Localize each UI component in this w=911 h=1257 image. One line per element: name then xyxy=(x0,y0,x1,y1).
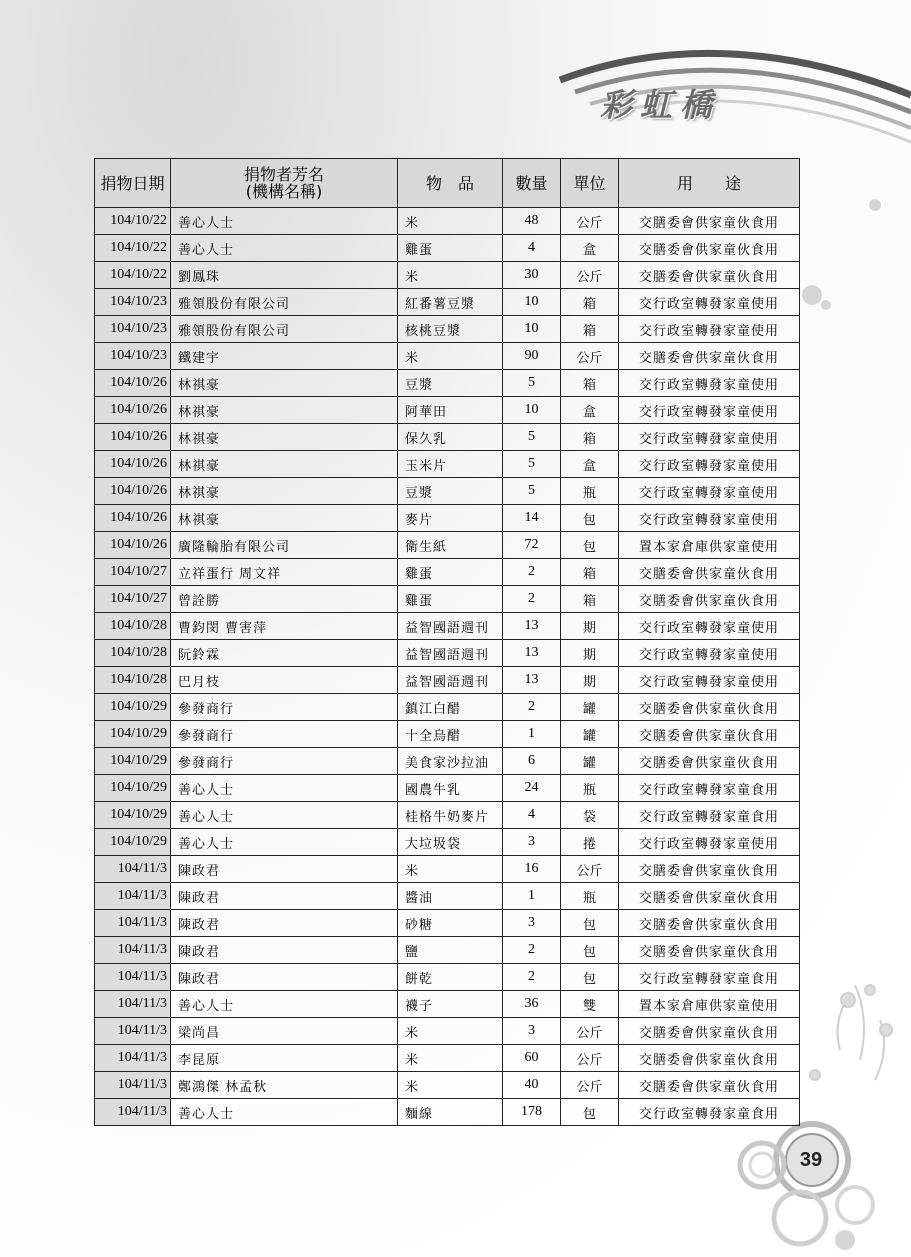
cell-unit: 公斤 xyxy=(561,1018,619,1045)
cell-donor: 曾詮勝 xyxy=(171,586,398,613)
header-unit: 單位 xyxy=(561,159,619,208)
cell-item: 雞蛋 xyxy=(398,586,503,613)
cell-donor: 雅領股份有限公司 xyxy=(171,289,398,316)
header-date: 捐物日期 xyxy=(95,159,171,208)
cell-qty: 3 xyxy=(503,1018,561,1045)
table-row xyxy=(95,856,800,883)
cell-unit: 箱 xyxy=(561,316,619,343)
cell-item: 紅番薯豆漿 xyxy=(398,289,503,316)
cell-qty: 10 xyxy=(503,397,561,424)
cell-unit: 公斤 xyxy=(561,1045,619,1072)
cell-qty: 48 xyxy=(503,208,561,235)
cell-date: 104/10/29 xyxy=(95,775,171,802)
cell-donor: 廣隆輪胎有限公司 xyxy=(171,532,398,559)
cell-unit: 箱 xyxy=(561,559,619,586)
cell-item: 米 xyxy=(398,856,503,883)
table-row xyxy=(95,667,800,694)
cell-usage: 交膳委會供家童伙食用 xyxy=(619,235,800,262)
cell-item: 十全烏醋 xyxy=(398,721,503,748)
cell-donor: 梁尚昌 xyxy=(171,1018,398,1045)
table-row xyxy=(95,424,800,451)
table-row xyxy=(95,910,800,937)
cell-unit: 箱 xyxy=(561,586,619,613)
table-row xyxy=(95,775,800,802)
header-donor-line2: (機構名稱) xyxy=(245,182,323,201)
cell-item: 益智國語週刊 xyxy=(398,667,503,694)
cell-qty: 13 xyxy=(503,667,561,694)
cell-unit: 包 xyxy=(561,964,619,991)
cell-donor: 參發商行 xyxy=(171,748,398,775)
cell-donor: 阮鈴霖 xyxy=(171,640,398,667)
cell-usage: 交膳委會供家童伙食用 xyxy=(619,1072,800,1099)
cell-unit: 瓶 xyxy=(561,478,619,505)
cell-unit: 瓶 xyxy=(561,775,619,802)
cell-donor: 林祺豪 xyxy=(171,424,398,451)
table-row xyxy=(95,748,800,775)
cell-unit: 期 xyxy=(561,667,619,694)
cell-item: 美食家沙拉油 xyxy=(398,748,503,775)
cell-item: 襪子 xyxy=(398,991,503,1018)
cell-usage: 交行政室轉發家童食用 xyxy=(619,802,800,829)
cell-usage: 置本家倉庫供家童使用 xyxy=(619,532,800,559)
cell-unit: 捲 xyxy=(561,829,619,856)
cell-donor: 鄭鴻傑 林孟秋 xyxy=(171,1072,398,1099)
cell-usage: 交膳委會供家童伙食用 xyxy=(619,883,800,910)
cell-donor: 善心人士 xyxy=(171,829,398,856)
cell-item: 米 xyxy=(398,262,503,289)
cell-qty: 40 xyxy=(503,1072,561,1099)
cell-item: 麵線 xyxy=(398,1099,503,1126)
cell-unit: 公斤 xyxy=(561,856,619,883)
cell-usage: 交膳委會供家童伙食用 xyxy=(619,343,800,370)
header-usage: 用 途 xyxy=(619,159,800,208)
cell-item: 鹽 xyxy=(398,937,503,964)
cell-unit: 包 xyxy=(561,505,619,532)
table-row xyxy=(95,883,800,910)
table-row xyxy=(95,937,800,964)
cell-unit: 箱 xyxy=(561,370,619,397)
table-row xyxy=(95,991,800,1018)
cell-unit: 盒 xyxy=(561,235,619,262)
cell-unit: 盒 xyxy=(561,397,619,424)
cell-donor: 曹鈞閔 曹害萍 xyxy=(171,613,398,640)
table-row xyxy=(95,640,800,667)
cell-date: 104/11/3 xyxy=(95,1072,171,1099)
cell-unit: 袋 xyxy=(561,802,619,829)
cell-unit: 公斤 xyxy=(561,1072,619,1099)
cell-donor: 立祥蛋行 周文祥 xyxy=(171,559,398,586)
cell-qty: 16 xyxy=(503,856,561,883)
cell-item: 米 xyxy=(398,343,503,370)
cell-qty: 24 xyxy=(503,775,561,802)
cell-unit: 期 xyxy=(561,613,619,640)
cell-donor: 陳政君 xyxy=(171,856,398,883)
table-row xyxy=(95,694,800,721)
table-row xyxy=(95,316,800,343)
cell-usage: 交膳委會供家童伙食用 xyxy=(619,208,800,235)
cell-usage: 交行政室轉發家童使用 xyxy=(619,613,800,640)
cell-date: 104/10/26 xyxy=(95,451,171,478)
cell-unit: 罐 xyxy=(561,748,619,775)
table-row xyxy=(95,451,800,478)
table-row xyxy=(95,478,800,505)
cell-usage: 交膳委會供家童伙食用 xyxy=(619,559,800,586)
header-item: 物 品 xyxy=(398,159,503,208)
cell-usage: 交行政室轉發家童使用 xyxy=(619,316,800,343)
cell-date: 104/10/23 xyxy=(95,343,171,370)
cell-qty: 60 xyxy=(503,1045,561,1072)
cell-qty: 2 xyxy=(503,964,561,991)
cell-donor: 參發商行 xyxy=(171,694,398,721)
cell-item: 米 xyxy=(398,1018,503,1045)
cell-date: 104/11/3 xyxy=(95,1099,171,1126)
table-row xyxy=(95,721,800,748)
cell-date: 104/11/3 xyxy=(95,910,171,937)
table-row xyxy=(95,1018,800,1045)
cell-qty: 2 xyxy=(503,694,561,721)
cell-usage: 交行政室轉發家童使用 xyxy=(619,289,800,316)
cell-item: 米 xyxy=(398,1045,503,1072)
cell-donor: 林祺豪 xyxy=(171,505,398,532)
cell-item: 益智國語週刊 xyxy=(398,640,503,667)
cell-qty: 10 xyxy=(503,289,561,316)
cell-item: 大垃圾袋 xyxy=(398,829,503,856)
cell-item: 雞蛋 xyxy=(398,559,503,586)
cell-donor: 李昆原 xyxy=(171,1045,398,1072)
cell-date: 104/11/3 xyxy=(95,883,171,910)
cell-date: 104/11/3 xyxy=(95,856,171,883)
cell-item: 雞蛋 xyxy=(398,235,503,262)
table-row xyxy=(95,802,800,829)
cell-usage: 交膳委會供家童伙食用 xyxy=(619,748,800,775)
cell-donor: 善心人士 xyxy=(171,802,398,829)
cell-date: 104/11/3 xyxy=(95,1018,171,1045)
table-row xyxy=(95,532,800,559)
cell-usage: 交行政室轉發家童使用 xyxy=(619,829,800,856)
table-row xyxy=(95,1072,800,1099)
cell-usage: 交行政室轉發家童使用 xyxy=(619,451,800,478)
cell-usage: 交膳委會供家童伙食用 xyxy=(619,262,800,289)
cell-date: 104/10/28 xyxy=(95,640,171,667)
cell-item: 餅乾 xyxy=(398,964,503,991)
cell-qty: 2 xyxy=(503,586,561,613)
cell-item: 豆漿 xyxy=(398,478,503,505)
cell-date: 104/10/22 xyxy=(95,235,171,262)
cell-date: 104/10/22 xyxy=(95,208,171,235)
page-number: 39 xyxy=(799,1149,823,1171)
cell-qty: 10 xyxy=(503,316,561,343)
table-row xyxy=(95,262,800,289)
cell-qty: 3 xyxy=(503,829,561,856)
cell-item: 益智國語週刊 xyxy=(398,613,503,640)
cell-donor: 林祺豪 xyxy=(171,478,398,505)
cell-date: 104/10/23 xyxy=(95,316,171,343)
cell-qty: 3 xyxy=(503,910,561,937)
cell-usage: 交膳委會供家童伙食用 xyxy=(619,586,800,613)
cell-date: 104/11/3 xyxy=(95,991,171,1018)
cell-qty: 4 xyxy=(503,235,561,262)
cell-date: 104/10/27 xyxy=(95,586,171,613)
cell-donor: 陳政君 xyxy=(171,883,398,910)
cell-date: 104/11/3 xyxy=(95,937,171,964)
cell-unit: 包 xyxy=(561,910,619,937)
cell-item: 醬油 xyxy=(398,883,503,910)
table-row xyxy=(95,1045,800,1072)
cell-usage: 交行政室轉發家童食用 xyxy=(619,1099,800,1126)
cell-date: 104/10/22 xyxy=(95,262,171,289)
cell-unit: 包 xyxy=(561,937,619,964)
cell-usage: 交膳委會供家童伙食用 xyxy=(619,937,800,964)
cell-donor: 林祺豪 xyxy=(171,397,398,424)
cell-usage: 交行政室轉發家童使用 xyxy=(619,397,800,424)
cell-qty: 1 xyxy=(503,883,561,910)
cell-date: 104/10/26 xyxy=(95,478,171,505)
table-row xyxy=(95,235,800,262)
table-row xyxy=(95,829,800,856)
cell-item: 國農牛乳 xyxy=(398,775,503,802)
cell-donor: 陳政君 xyxy=(171,964,398,991)
cell-item: 麥片 xyxy=(398,505,503,532)
cell-qty: 5 xyxy=(503,370,561,397)
cell-item: 玉米片 xyxy=(398,451,503,478)
cell-usage: 交行政室轉發家童食用 xyxy=(619,964,800,991)
cell-donor: 善心人士 xyxy=(171,991,398,1018)
table-row xyxy=(95,586,800,613)
cell-date: 104/10/29 xyxy=(95,721,171,748)
table-row xyxy=(95,208,800,235)
cell-usage: 交行政室轉發家童使用 xyxy=(619,424,800,451)
table-row xyxy=(95,1099,800,1126)
cell-unit: 瓶 xyxy=(561,883,619,910)
donation-table xyxy=(94,158,800,1126)
cell-unit: 雙 xyxy=(561,991,619,1018)
cell-date: 104/10/26 xyxy=(95,397,171,424)
cell-date: 104/10/26 xyxy=(95,370,171,397)
cell-qty: 6 xyxy=(503,748,561,775)
cell-donor: 雅領股份有限公司 xyxy=(171,316,398,343)
cell-qty: 178 xyxy=(503,1099,561,1126)
cell-item: 衛生紙 xyxy=(398,532,503,559)
cell-date: 104/10/26 xyxy=(95,532,171,559)
cell-donor: 林祺豪 xyxy=(171,451,398,478)
cell-donor: 鐵建宇 xyxy=(171,343,398,370)
cell-donor: 陳政君 xyxy=(171,937,398,964)
cell-item: 豆漿 xyxy=(398,370,503,397)
cell-qty: 13 xyxy=(503,613,561,640)
cell-qty: 2 xyxy=(503,937,561,964)
cell-date: 104/10/26 xyxy=(95,505,171,532)
cell-unit: 公斤 xyxy=(561,343,619,370)
header-donor-line1: 捐物者芳名 xyxy=(243,165,324,184)
cell-donor: 善心人士 xyxy=(171,235,398,262)
cell-item: 核桃豆漿 xyxy=(398,316,503,343)
cell-date: 104/10/29 xyxy=(95,748,171,775)
cell-unit: 罐 xyxy=(561,694,619,721)
cell-qty: 2 xyxy=(503,559,561,586)
header-title: 彩虹橋 xyxy=(600,86,721,124)
cell-date: 104/10/27 xyxy=(95,559,171,586)
cell-date: 104/10/23 xyxy=(95,289,171,316)
cell-usage: 交行政室轉發家童使用 xyxy=(619,640,800,667)
table-row xyxy=(95,370,800,397)
cell-date: 104/10/29 xyxy=(95,694,171,721)
cell-qty: 5 xyxy=(503,478,561,505)
cell-unit: 公斤 xyxy=(561,208,619,235)
cell-item: 桂格牛奶麥片 xyxy=(398,802,503,829)
cell-usage: 交膳委會供家童伙食用 xyxy=(619,694,800,721)
cell-date: 104/11/3 xyxy=(95,1045,171,1072)
cell-usage: 交行政室轉發家童使用 xyxy=(619,505,800,532)
cell-donor: 參發商行 xyxy=(171,721,398,748)
table-header-row xyxy=(95,159,800,208)
table-row xyxy=(95,397,800,424)
cell-unit: 盒 xyxy=(561,451,619,478)
cell-unit: 包 xyxy=(561,1099,619,1126)
cell-usage: 交膳委會供家童伙食用 xyxy=(619,1018,800,1045)
cell-qty: 36 xyxy=(503,991,561,1018)
cell-usage: 置本家倉庫供家童使用 xyxy=(619,991,800,1018)
table-row xyxy=(95,613,800,640)
cell-unit: 箱 xyxy=(561,424,619,451)
table-row xyxy=(95,289,800,316)
header-qty: 數量 xyxy=(503,159,561,208)
cell-qty: 14 xyxy=(503,505,561,532)
cell-unit: 公斤 xyxy=(561,262,619,289)
cell-donor: 巴月枝 xyxy=(171,667,398,694)
table-body xyxy=(95,208,800,1126)
cell-item: 鎮江白醋 xyxy=(398,694,503,721)
cell-donor: 陳政君 xyxy=(171,910,398,937)
cell-qty: 90 xyxy=(503,343,561,370)
cell-item: 砂糖 xyxy=(398,910,503,937)
cell-usage: 交膳委會供家童伙食用 xyxy=(619,1045,800,1072)
cell-item: 阿華田 xyxy=(398,397,503,424)
cell-item: 保久乳 xyxy=(398,424,503,451)
cell-item: 米 xyxy=(398,1072,503,1099)
cell-donor: 善心人士 xyxy=(171,208,398,235)
cell-qty: 72 xyxy=(503,532,561,559)
cell-donor: 劉鳳珠 xyxy=(171,262,398,289)
cell-qty: 5 xyxy=(503,424,561,451)
table-row xyxy=(95,505,800,532)
cell-unit: 期 xyxy=(561,640,619,667)
cell-usage: 交膳委會供家童伙食用 xyxy=(619,856,800,883)
cell-unit: 箱 xyxy=(561,289,619,316)
cell-qty: 5 xyxy=(503,451,561,478)
cell-date: 104/10/28 xyxy=(95,667,171,694)
cell-unit: 包 xyxy=(561,532,619,559)
cell-item: 米 xyxy=(398,208,503,235)
cell-qty: 13 xyxy=(503,640,561,667)
cell-usage: 交膳委會供家童伙食用 xyxy=(619,910,800,937)
cell-donor: 林祺豪 xyxy=(171,370,398,397)
cell-usage: 交膳委會供家童伙食用 xyxy=(619,721,800,748)
cell-usage: 交行政室轉發家童食用 xyxy=(619,775,800,802)
cell-usage: 交行政室轉發家童使用 xyxy=(619,370,800,397)
cell-qty: 1 xyxy=(503,721,561,748)
cell-donor: 善心人士 xyxy=(171,1099,398,1126)
table-row xyxy=(95,343,800,370)
cell-date: 104/10/28 xyxy=(95,613,171,640)
cell-usage: 交行政室轉發家童使用 xyxy=(619,478,800,505)
cell-unit: 罐 xyxy=(561,721,619,748)
table-row xyxy=(95,559,800,586)
cell-date: 104/10/29 xyxy=(95,829,171,856)
cell-qty: 30 xyxy=(503,262,561,289)
cell-usage: 交行政室轉發家童使用 xyxy=(619,667,800,694)
cell-date: 104/10/29 xyxy=(95,802,171,829)
cell-qty: 4 xyxy=(503,802,561,829)
cell-date: 104/11/3 xyxy=(95,964,171,991)
table-row xyxy=(95,964,800,991)
header-donor xyxy=(171,159,398,208)
cell-donor: 善心人士 xyxy=(171,775,398,802)
cell-date: 104/10/26 xyxy=(95,424,171,451)
